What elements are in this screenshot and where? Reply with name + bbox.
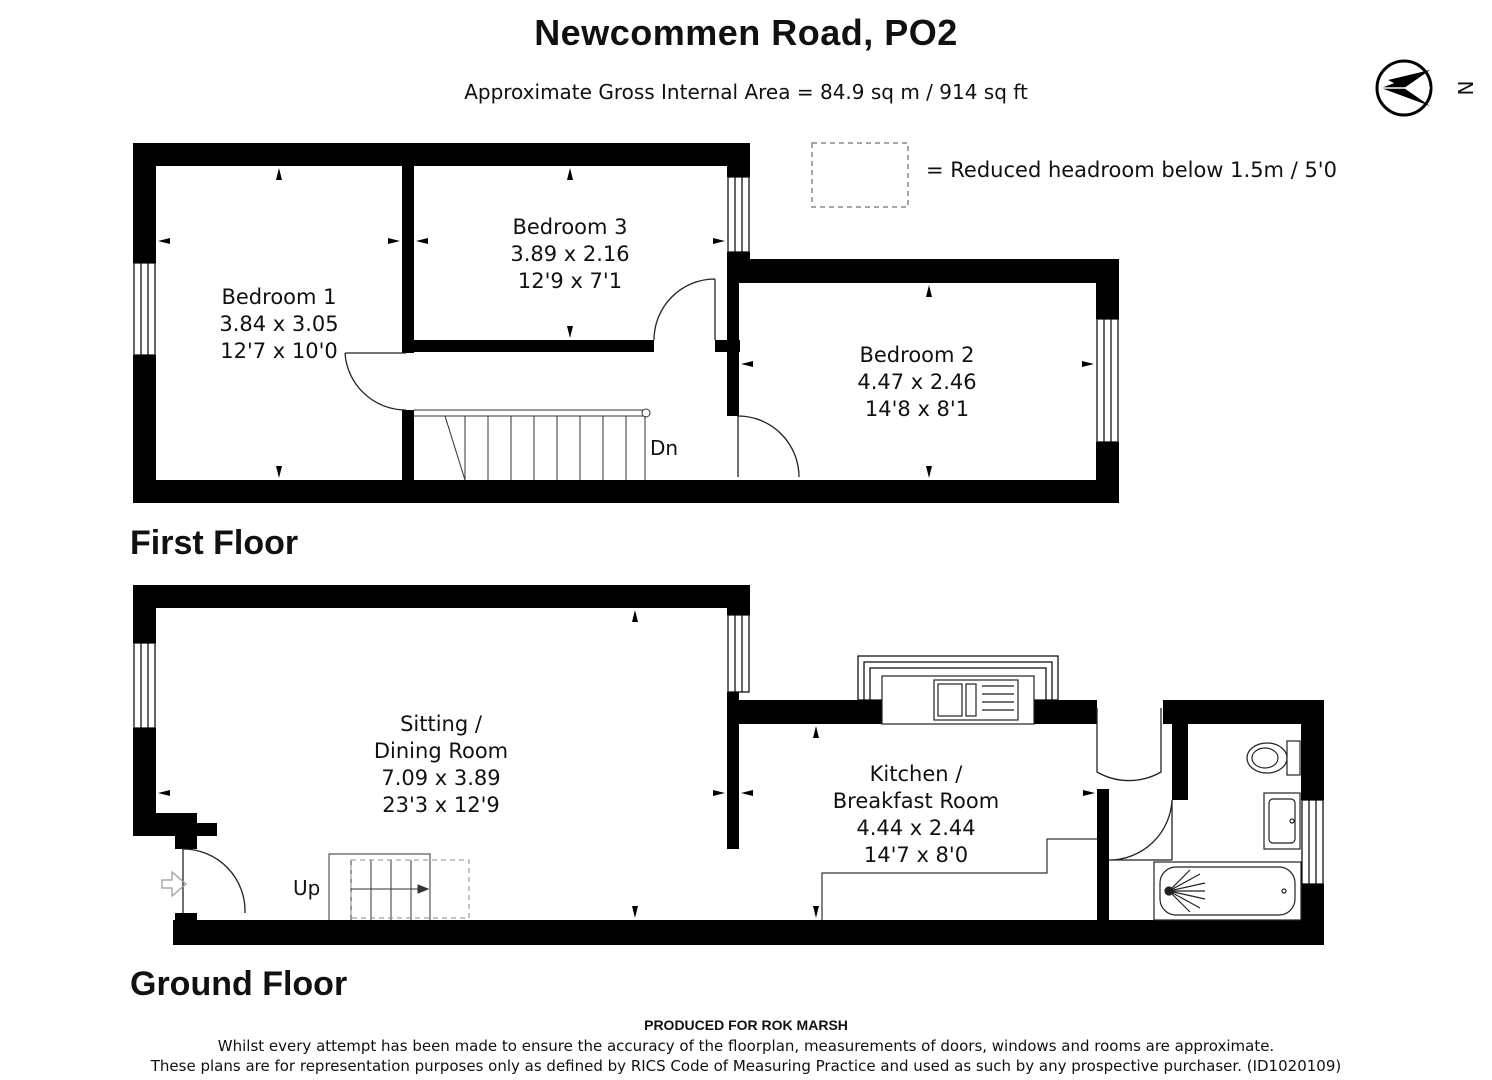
svg-text:Kitchen /: Kitchen / <box>869 762 963 786</box>
headroom-legend-text: = Reduced headroom below 1.5m / 5'0 <box>926 158 1337 182</box>
svg-text:3.84 x 3.05: 3.84 x 3.05 <box>219 312 339 336</box>
bedroom-3-label <box>510 215 629 293</box>
disclaimer-line-1: Whilst every attempt has been made to ensure the accuracy of the floorplan, measurements of doors, windows and rooms are approximate. <box>217 1037 1275 1055</box>
bath-icon <box>1154 862 1301 920</box>
svg-text:3.89 x 2.16: 3.89 x 2.16 <box>510 242 630 266</box>
first-floor-staircase <box>414 409 650 480</box>
svg-text:Breakfast Room: Breakfast Room <box>832 789 1000 813</box>
svg-text:12'7 x 10'0: 12'7 x 10'0 <box>220 339 338 363</box>
ground-floor-label: Ground Floor <box>130 965 348 1003</box>
svg-text:Dining Room: Dining Room <box>373 739 509 763</box>
bedroom-2-label <box>857 343 976 421</box>
compass-icon <box>1377 61 1477 115</box>
ground-floor-staircase <box>329 854 469 920</box>
gross-area-text: Approximate Gross Internal Area = 84.9 sq m / 914 sq ft <box>464 80 1028 104</box>
first-floor-label: First Floor <box>130 524 299 562</box>
svg-text:Bedroom 3: Bedroom 3 <box>512 215 628 239</box>
produced-for-text: PRODUCED FOR ROK MARSH <box>644 1017 848 1033</box>
ground-floor-doors <box>183 708 1172 913</box>
toilet-icon <box>1247 741 1300 775</box>
kitchen-breakfast-room-label <box>833 762 999 867</box>
svg-text:Bedroom 2: Bedroom 2 <box>859 343 975 367</box>
bedroom-1-label <box>219 285 338 363</box>
svg-text:14'8 x 8'1: 14'8 x 8'1 <box>864 397 970 421</box>
svg-text:Sitting /: Sitting / <box>400 712 482 736</box>
headroom-legend-swatch <box>812 143 908 207</box>
kitchen-sink-icon <box>882 676 1034 724</box>
svg-text:23'3 x 12'9: 23'3 x 12'9 <box>382 793 500 817</box>
svg-text:4.47 x 2.46: 4.47 x 2.46 <box>857 370 977 394</box>
svg-text:4.44 x 2.44: 4.44 x 2.44 <box>856 816 976 840</box>
first-floor-stair-label: Dn <box>650 436 679 460</box>
ground-floor-stair-label: Up <box>293 876 321 900</box>
svg-text:Bedroom 1: Bedroom 1 <box>221 285 337 309</box>
svg-text:12'9 x 7'1: 12'9 x 7'1 <box>517 269 623 293</box>
svg-text:7.09 x 3.89: 7.09 x 3.89 <box>381 766 501 790</box>
plan-title: Newcommen Road, PO2 <box>534 12 958 53</box>
disclaimer-line-2: These plans are for representation purposes only as defined by RICS Code of Measuring Practice and used as such by any prospective purchaser. (ID1020109) <box>150 1057 1342 1075</box>
compass-north-label: N <box>1453 80 1477 96</box>
sitting-dining-room-label <box>374 712 508 817</box>
basin-icon <box>1264 793 1300 849</box>
svg-text:14'7 x 8'0: 14'7 x 8'0 <box>863 843 969 867</box>
